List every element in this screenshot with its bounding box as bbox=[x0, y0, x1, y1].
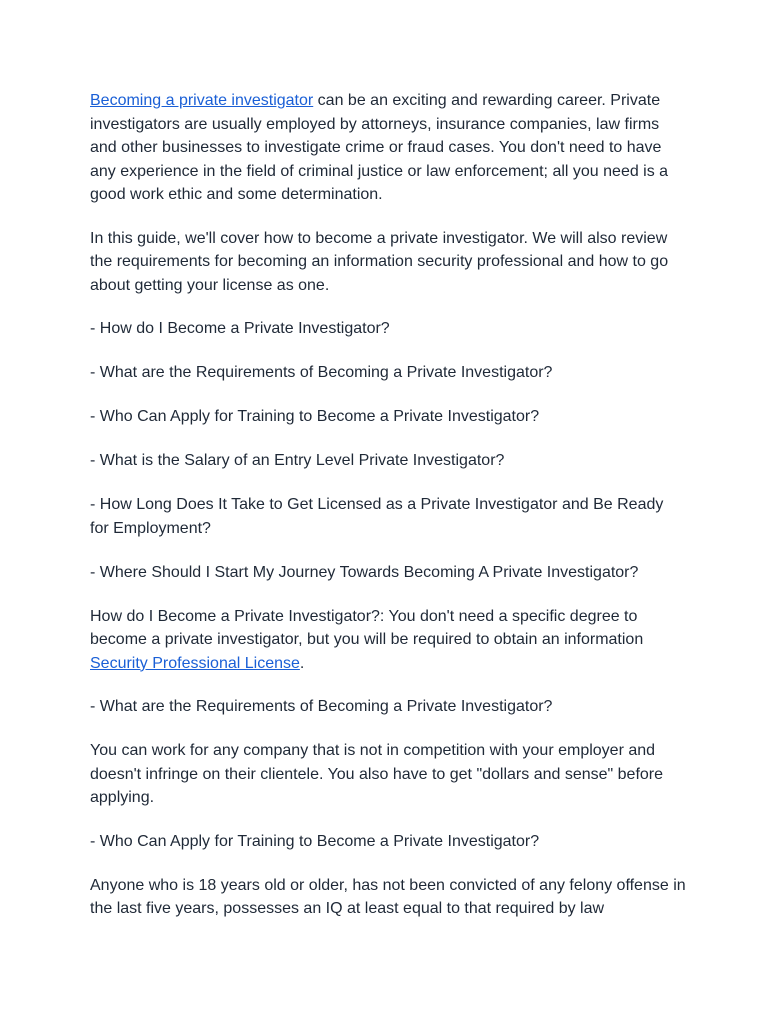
intro-text: can be an exciting and rewarding career. Private investigators are usually employed by attorneys, insurance companies, law firms and other businesses to investigate crime or fraud cases. You don't need to have any experience in the field of criminal justice or law enforcement; all you need is a good work ethic and some determination. bbox=[90, 92, 669, 203]
answer-become-text: How do I Become a Private Investigator?: You don't need a specific degree to become a private investigator, but you will be required to obtain an information bbox=[90, 607, 644, 648]
requirements-paragraph: You can work for any company that is not in competition with your employer and doesn't infringe on their clientele. You also have to get "dollars and sense" before applying. bbox=[90, 742, 664, 806]
intro-paragraph bbox=[90, 89, 686, 207]
toc-item-requirements: - What are the Requirements of Becoming a Private Investigator? bbox=[90, 364, 553, 381]
answer-become-paragraph bbox=[90, 605, 686, 676]
guide-paragraph: In this guide, we'll cover how to become a private investigator. We will also review the requirements for becoming an information security professional and how to go about getting your license as one. bbox=[90, 229, 669, 294]
security-professional-license-link[interactable]: Security Professional License bbox=[90, 654, 300, 672]
document-page bbox=[90, 89, 686, 941]
requirements-heading: - What are the Requirements of Becoming a Private Investigator? bbox=[90, 698, 553, 715]
toc-item-salary: - What is the Salary of an Entry Level Private Investigator? bbox=[90, 452, 505, 469]
who-can-apply-paragraph: Anyone who is 18 years old or older, has not been convicted of any felony offense in the last five years, possesses an IQ at least equal to that required by law bbox=[90, 876, 686, 917]
answer-become-tail: . bbox=[299, 654, 305, 672]
becoming-private-investigator-link[interactable]: Becoming a private investigator bbox=[90, 92, 314, 109]
toc-item-become: - How do I Become a Private Investigator? bbox=[90, 320, 390, 337]
toc-item-how-long: - How Long Does It Take to Get Licensed as a Private Investigator and Be Ready for Employment? bbox=[90, 496, 664, 537]
toc-item-where-start: - Where Should I Start My Journey Towards Becoming A Private Investigator? bbox=[90, 563, 639, 581]
toc-item-who-can-apply: - Who Can Apply for Training to Become a Private Investigator? bbox=[90, 408, 540, 425]
who-can-apply-heading: - Who Can Apply for Training to Become a Private Investigator? bbox=[90, 832, 540, 850]
